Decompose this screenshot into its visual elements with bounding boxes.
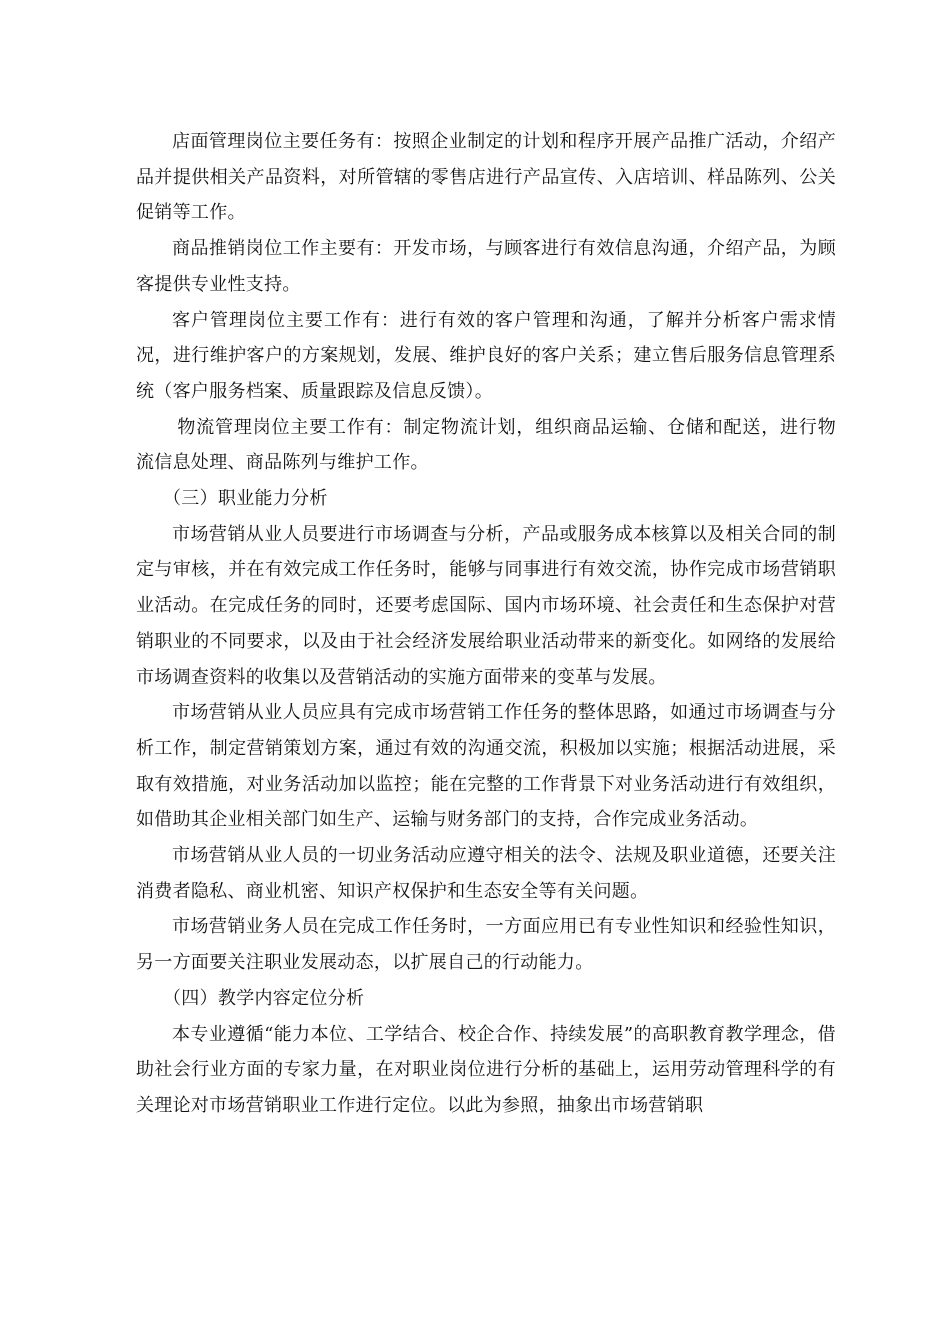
section-heading-vocational-ability: （三）职业能力分析	[163, 488, 328, 510]
paragraph-ability-analysis-3: 市场营销从业人员的一切业务活动应遵守相关的法令、法规及职业道德，还要关注消费者隐私、商业机密、知识产权保护和生态安全等有关问题。	[136, 845, 836, 902]
paragraph-teaching-content: 本专业遵循“能力本位、工学结合、校企合作、持续发展”的高职教育教学理念，借助社会行业方面的专家力量，在对职业岗位进行分析的基础上，运用劳动管理科学的有关理论对市场营销职业工作进行定位。以此为参照，抽象出市场营销职	[136, 1023, 836, 1116]
section-heading-teaching-content: （四）教学内容定位分析	[163, 987, 365, 1009]
paragraph-ability-analysis-2: 市场营销从业人员应具有完成市场营销工作任务的整体思路，如通过市场调查与分析工作，制定营销策划方案，通过有效的沟通交流，积极加以实施；根据活动进展，采取有效措施，对业务活动加以监控；能在完整的工作背景下对业务活动进行有效组织，如借助其企业相关部门如生产、运输与财务部门的支持，合作完成业务活动。	[136, 702, 836, 831]
paragraph-store-management: 店面管理岗位主要任务有：按照企业制定的计划和程序开展产品推广活动，介绍产品并提供相关产品资料，对所管辖的零售店进行产品宣传、入店培训、样品陈列、公关促销等工作。	[136, 131, 836, 224]
document-body	[136, 124, 836, 1124]
paragraph-sales-promotion: 商品推销岗位工作主要有：开发市场，与顾客进行有效信息沟通，介绍产品，为顾客提供专业性支持。	[136, 238, 836, 295]
paragraph-ability-analysis-4: 市场营销业务人员在完成工作任务时，一方面应用已有专业性知识和经验性知识，另一方面要关注职业发展动态，以扩展自己的行动能力。	[136, 916, 836, 974]
paragraph-ability-analysis-1: 市场营销从业人员要进行市场调查与分析，产品或服务成本核算以及相关合同的制定与审核，并在有效完成工作任务时，能够与同事进行有效交流，协作完成市场营销职业活动。在完成任务的同时，还要考虑国际、国内市场环境、社会责任和生态保护对营销职业的不同要求，以及由于社会经济发展给职业活动带来的新变化。如网络的发展给市场调查资料的收集以及营销活动的实施方面带来的变革与发展。	[136, 523, 836, 688]
paragraph-customer-management: 客户管理岗位主要工作有：进行有效的客户管理和沟通，了解并分析客户需求情况，进行维护客户的方案规划，发展、维护良好的客户关系；建立售后服务信息管理系统（客户服务档案、质量跟踪及信息反馈）。	[136, 309, 836, 402]
paragraph-logistics-management: 物流管理岗位主要工作有：制定物流计划，组织商品运输、仓储和配送，进行物流信息处理、商品陈列与维护工作。	[136, 416, 836, 474]
